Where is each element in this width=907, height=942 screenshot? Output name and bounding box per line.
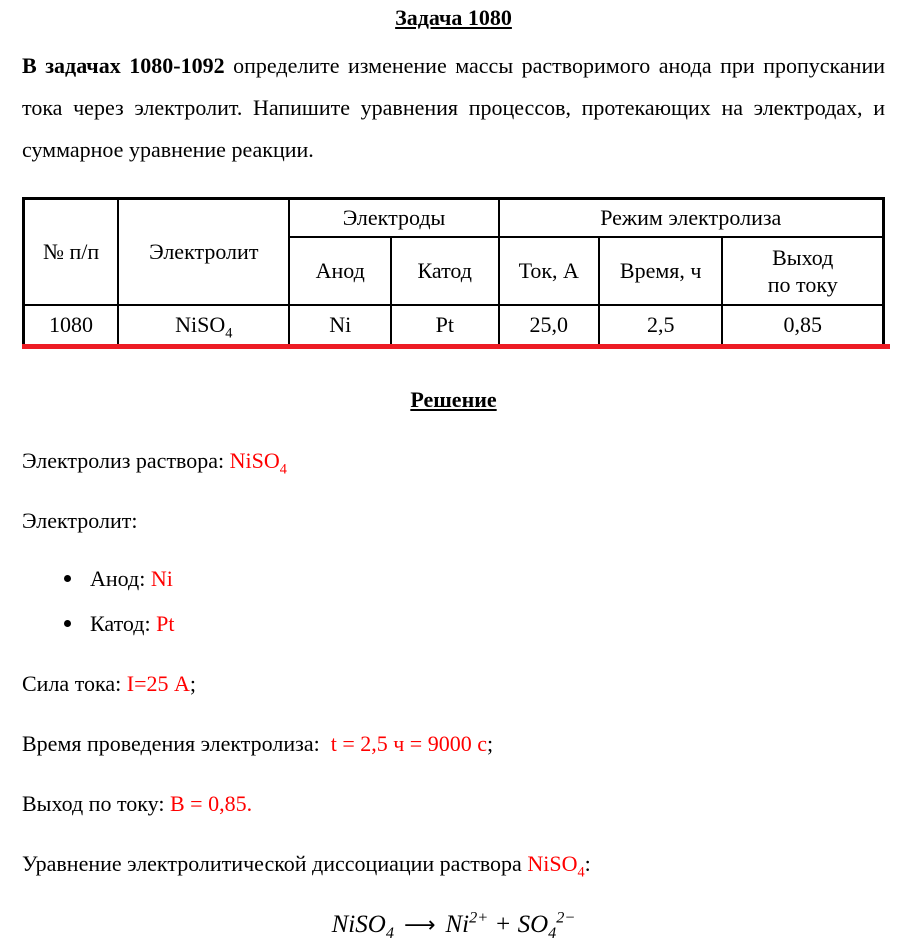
time-label: Время проведения электролиза: <box>22 731 326 756</box>
electrolysis-formula-sub: 4 <box>279 461 287 478</box>
electrolysis-value <box>229 448 287 478</box>
bullet-icon <box>64 620 71 627</box>
cathode-label: Катод: <box>90 611 157 636</box>
header-current: Ток, А <box>499 237 599 305</box>
electrolyte-line: Электролит: <box>22 508 138 533</box>
cell-cathode: Pt <box>391 305 499 344</box>
electrolyte-formula: NiSO <box>175 312 226 337</box>
equation-plus: + <box>488 911 518 938</box>
electrolysis-formula: NiSO <box>229 448 280 473</box>
header-yield-line1: Выход <box>772 245 834 270</box>
yield-line <box>22 792 885 816</box>
intro-bold-range: В задачах 1080-1092 <box>22 53 225 78</box>
header-cathode: Катод <box>391 237 499 305</box>
list-item-cathode <box>64 612 885 636</box>
header-electrolyte: Электролит <box>118 199 289 306</box>
dissociation-label: Уравнение электролитической диссоциации раствора <box>22 851 528 876</box>
equation-rhs2-sub: 4 <box>548 924 557 942</box>
anode-item-text <box>90 567 173 591</box>
header-yield-line2: по току <box>767 272 838 297</box>
dissociation-formula-sub: 4 <box>577 864 585 881</box>
table-header-row-groups <box>24 199 884 238</box>
red-divider <box>22 344 890 349</box>
header-group-mode: Режим электролиза <box>499 199 884 238</box>
dissociation-equation <box>22 910 885 941</box>
dissociation-line <box>22 851 885 881</box>
cell-yield: 0,85 <box>722 305 883 344</box>
page-title: Задача 1080 <box>395 5 512 30</box>
conditions-table <box>22 197 885 344</box>
yield-value: В = 0,85. <box>169 791 253 816</box>
reaction-arrow-icon: ⟶ <box>403 913 436 938</box>
equation-rhs2: SO <box>517 911 549 938</box>
dissociation-value <box>527 851 585 881</box>
header-group-electrodes: Электроды <box>289 199 498 238</box>
electrolyte-formula-sub: 4 <box>225 325 233 342</box>
time-tail: ; <box>486 731 494 756</box>
header-time: Время, ч <box>599 237 722 305</box>
intro-paragraph <box>22 45 885 171</box>
time-value: t = 2,5 ч = 9000 с <box>330 731 487 756</box>
current-value: I=25 А <box>126 671 190 696</box>
electrolysis-line <box>22 448 885 478</box>
cell-time: 2,5 <box>599 305 722 344</box>
dissociation-tail: : <box>584 851 591 876</box>
current-line <box>22 672 885 696</box>
header-yield <box>722 237 883 305</box>
bullet-icon <box>64 575 71 582</box>
table-data-row <box>24 305 884 344</box>
equation-rhs1: Ni <box>445 911 470 938</box>
dissociation-formula: NiSO <box>527 851 578 876</box>
cell-anode: Ni <box>289 305 391 344</box>
header-num: № п/п <box>24 199 119 306</box>
current-label: Сила тока: <box>22 671 127 696</box>
equation-lhs-sub: 4 <box>385 924 394 942</box>
solution-heading: Решение <box>410 387 497 412</box>
electrolysis-label: Электролиз раствора: <box>22 448 230 473</box>
header-anode: Анод <box>289 237 391 305</box>
equation-lhs: NiSO <box>331 911 386 938</box>
yield-label: Выход по току: <box>22 791 170 816</box>
cell-current: 25,0 <box>499 305 599 344</box>
anode-value: Ni <box>150 566 173 591</box>
anode-label: Анод: <box>90 566 151 591</box>
electrode-list <box>22 567 885 636</box>
cell-num: 1080 <box>24 305 119 344</box>
equation-rhs2-sup: 2− <box>556 908 576 927</box>
list-item-anode <box>64 567 885 591</box>
equation-rhs1-sup: 2+ <box>469 908 489 927</box>
cathode-item-text <box>90 612 174 636</box>
cathode-value: Pt <box>156 611 175 636</box>
current-tail: ; <box>189 671 196 696</box>
cell-electrolyte <box>118 305 289 344</box>
intro-text: определите изменение массы растворимого анода при пропускании тока через электролит. Напишите уравнения процессов, протекающих на электродах, и суммарное уравнение реакции. <box>22 53 885 162</box>
time-line <box>22 732 885 756</box>
